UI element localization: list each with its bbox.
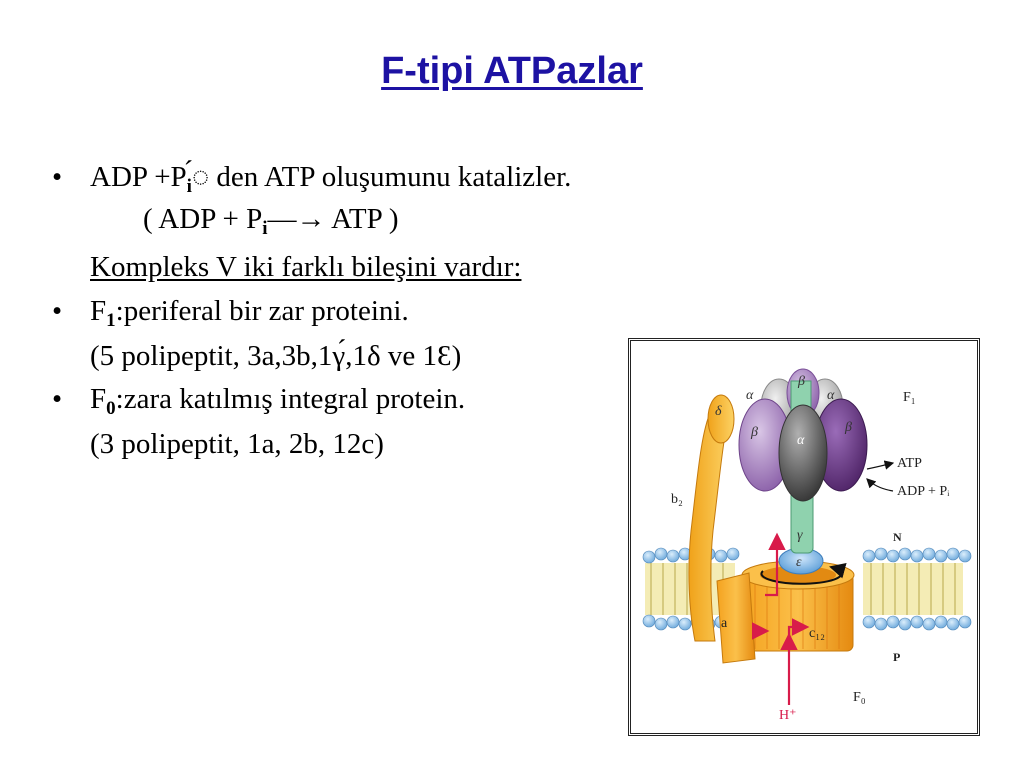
text-segment: F (90, 295, 107, 327)
label-atp: ATP (897, 456, 922, 471)
label-b2: b₂ (671, 492, 683, 507)
bullet-text-adp (90, 160, 571, 204)
label-beta-left: β (751, 425, 758, 440)
subscript: 1 (106, 310, 116, 331)
label-beta-top: β (798, 374, 805, 389)
label-adp: ADP + Pᵢ (897, 484, 950, 499)
atp-synthase-diagram (631, 341, 977, 733)
f0-detail: (3 polipeptit, 1a, 2b, 12c) (90, 428, 384, 460)
reaction-line (143, 202, 399, 246)
adp-arrow (867, 479, 893, 491)
label-c12: c₁₂ (809, 626, 825, 641)
text-segment: ADP +P (90, 161, 187, 193)
label-alpha-right: α (827, 388, 835, 403)
text-segment: F (90, 383, 107, 415)
atp-synthase-figure (628, 338, 980, 736)
label-gamma: γ (797, 528, 803, 543)
f1-detail: (5 polipeptit, 3a,3b,1γ́,1δ ve 1Ɛ) (90, 340, 462, 372)
label-beta-right: β (845, 420, 852, 435)
subscript: i (186, 176, 192, 197)
text-segment: —→ ATP ) (267, 203, 399, 235)
label-f0: F₀ (853, 690, 866, 705)
label-a: a (721, 616, 728, 631)
bullet-dot: • (52, 383, 63, 415)
label-p-side: P (893, 650, 901, 664)
label-h-plus: H⁺ (779, 708, 797, 723)
atp-arrow (867, 463, 893, 469)
bullet-dot: • (52, 161, 63, 193)
bullet-dot: • (52, 295, 63, 327)
text-segment: ( ADP + P (143, 203, 263, 235)
bullet-text-f1 (90, 294, 409, 338)
text-segment: :zara katılmış integral protein. (115, 383, 466, 415)
kompleks-heading: Kompleks V iki farklı bileşini vardır: (90, 251, 522, 283)
label-alpha-left: α (746, 388, 754, 403)
delta-subunit (708, 395, 734, 443)
bullet-text-f0 (90, 382, 465, 426)
text-segment: :periferal bir zar proteini. (115, 295, 409, 327)
slide-title: F-tipi ATPazlar (381, 50, 643, 92)
subscript: i (262, 218, 268, 239)
label-n-side: N (893, 530, 902, 544)
label-alpha-center: α (797, 433, 805, 448)
subscript: 0 (106, 398, 116, 419)
text-segment: ́◌ den ATP oluşumunu katalizler. (191, 161, 572, 193)
label-f1: F₁ (903, 390, 916, 405)
label-epsilon: ε (796, 555, 802, 570)
label-delta: δ (715, 404, 722, 419)
f0-complex (717, 561, 854, 663)
